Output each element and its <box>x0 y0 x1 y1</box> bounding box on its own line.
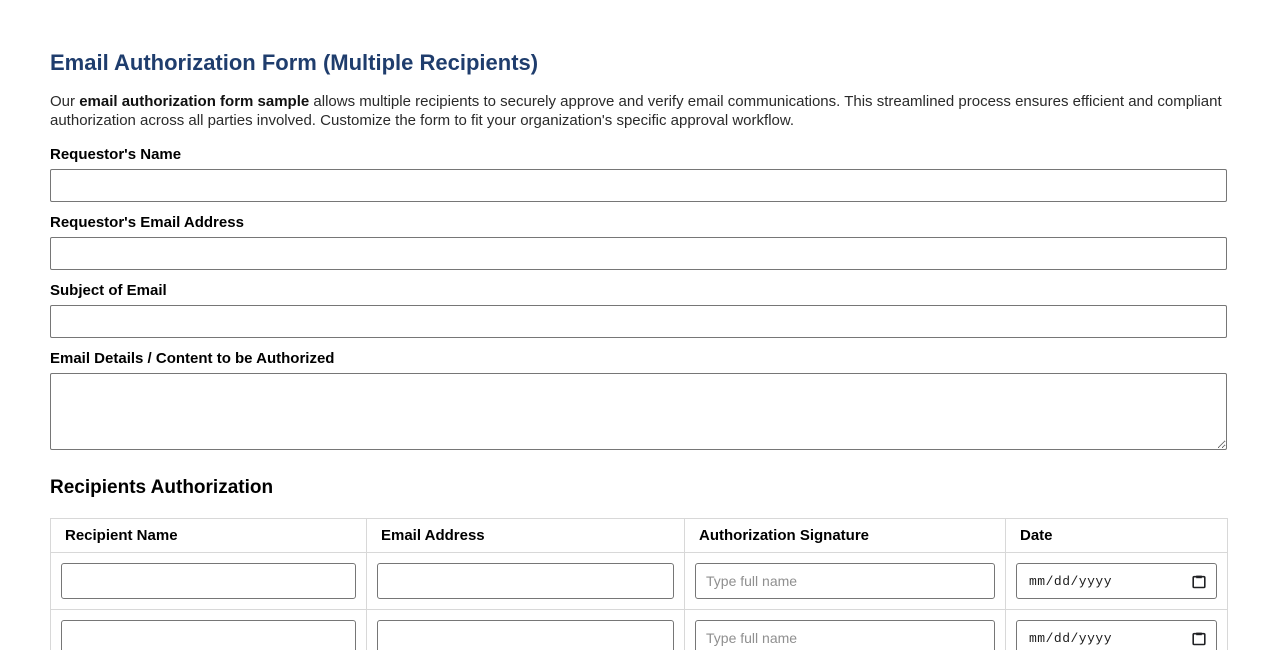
field-requestor-email <box>50 214 1227 270</box>
requestor-email-input[interactable] <box>50 237 1227 270</box>
col-header-email-address: Email Address <box>367 519 685 553</box>
recipient-email-input-row2[interactable] <box>377 620 674 650</box>
intro-bold-phrase: email authorization form sample <box>79 93 310 110</box>
subject-input[interactable] <box>50 305 1227 338</box>
recipient-name-input-row1[interactable] <box>61 563 356 599</box>
signature-input-row1[interactable] <box>695 563 995 599</box>
col-header-recipient-name: Recipient Name <box>51 519 367 553</box>
date-input-row2[interactable] <box>1016 620 1217 650</box>
field-email-details <box>50 350 1227 450</box>
intro-rest: allows multiple recipients to securely approve and verify email communications. This streamlined process ensures efficient and compliant authorization across all parties involved. Customize the form to fit your organization's specific approval workflow. <box>50 93 1222 129</box>
page-title: Email Authorization Form (Multiple Recipients) <box>50 50 539 75</box>
intro-prefix: Our <box>50 93 80 110</box>
table-row <box>51 610 1228 650</box>
calendar-icon[interactable] <box>1192 574 1206 589</box>
recipient-name-input-row2[interactable] <box>61 620 356 650</box>
email-details-label: Email Details / Content to be Authorized <box>50 350 335 367</box>
field-requestor-name <box>50 146 1227 202</box>
intro-paragraph <box>50 93 1227 130</box>
table-header-row <box>51 519 1228 553</box>
recipient-email-input-row1[interactable] <box>377 563 674 599</box>
col-header-authorization-signature: Authorization Signature <box>685 519 1006 553</box>
date-input-row1[interactable] <box>1016 563 1217 599</box>
date-placeholder-text: mm/dd/yyyy <box>1029 630 1113 646</box>
email-details-textarea[interactable] <box>50 373 1227 450</box>
col-header-date: Date <box>1006 519 1228 553</box>
table-row <box>51 553 1228 610</box>
requestor-name-input[interactable] <box>50 169 1227 202</box>
recipients-table <box>50 518 1228 650</box>
requestor-email-label: Requestor's Email Address <box>50 214 244 231</box>
date-placeholder-text: mm/dd/yyyy <box>1029 573 1113 589</box>
field-subject <box>50 282 1227 338</box>
recipients-section-title: Recipients Authorization <box>50 477 274 498</box>
calendar-icon[interactable] <box>1192 631 1206 646</box>
subject-label: Subject of Email <box>50 282 167 299</box>
requestor-name-label: Requestor's Name <box>50 146 182 163</box>
signature-input-row2[interactable] <box>695 620 995 650</box>
